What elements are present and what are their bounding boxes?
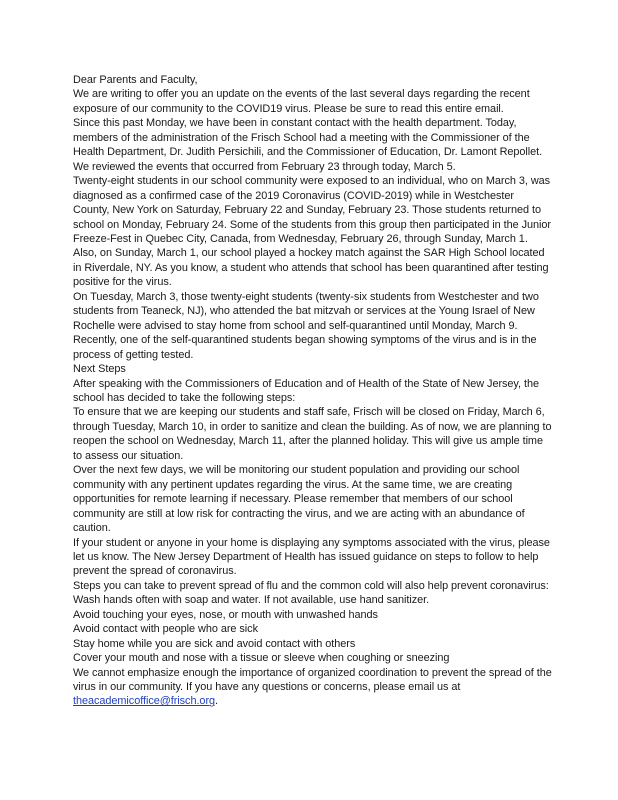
greeting: Dear Parents and Faculty, [73,74,198,86]
next-steps-heading: Next Steps [73,363,126,376]
closure-paragraph: To ensure that we are keeping our students and staff safe, Frisch will be closed on Friday, March 6, through Tuesday, March 10, in order to sanitize and clean the building. As of now, we are planning to reopen the school on Wednesday, March 11, after the planned holiday. This will give us ample time to assess our situation. [73,406,552,462]
exposure-paragraph: Twenty-eight students in our school community were exposed to an individual, who on March 3, was diagnosed as a confirmed case of the 2019 Coronavirus (COVID-2019) while in Westchester County, New York on Saturday, February 22 and Sunday, February 23. Those students returned to school on Monday, February 24. Some of the students from this group then participated in the Junior Freeze-Fest in Quebec City, Canada, from Wednesday, February 26, through Sunday, March 1. [73,175,551,245]
prevention-intro-paragraph: Steps you can take to prevent spread of flu and the common cold will also help prevent coronavirus: [73,579,549,592]
tip-item: Avoid contact with people who are sick [73,623,258,636]
tip-item: Avoid touching your eyes, nose, or mouth with unwashed hands [73,608,378,621]
closing-paragraph [73,666,553,709]
email-link[interactable]: theacademicoffice@frisch.org [73,695,216,708]
health-department-paragraph: Since this past Monday, we have been in constant contact with the health department. Today, members of the administration of the Frisch School had a meeting with the Commissioner of the Health Department, Dr. Judith Persichili, and the Commissioner of Education, Dr. Lamont Repollet. We reviewed the events that occurred from February 23 through today, March 5. [73,117,543,173]
monitoring-paragraph: Over the next few days, we will be monitoring our student population and providing our school community with any pertinent updates regarding the virus. At the same time, we are creating opportunities for remote learning if necessary. Please remember that members of our school community are still at low risk for contracting the virus, and we are acting with an abundance of caution. [73,464,525,535]
report-symptoms-paragraph: If your student or anyone in your home is displaying any symptoms associated with the virus, please let us know. The New Jersey Department of Health has issued guidance on steps to follow to help prevent the spread of coronavirus. [73,536,550,578]
closing-period: . [215,695,219,708]
letter-body [73,73,553,709]
tip-item: Wash hands often with soap and water. If not available, use hand sanitizer. [73,594,430,607]
intro-paragraph: We are writing to offer you an update on the events of the last several days regarding the recent exposure of our community to the COVID19 virus. Please be sure to read this entire email. [73,88,530,115]
closing-text: We cannot emphasize enough the importance of organized coordination to prevent the spread of the virus in our community. If you have any questions or concerns, please email us at [73,666,552,694]
tip-item: Cover your mouth and nose with a tissue or sleeve when coughing or sneezing [73,652,450,665]
quarantine-paragraph: On Tuesday, March 3, those twenty-eight students (twenty-six students from Westchester and two students from Teaneck, NJ), who attended the bat mitzvah or services at the Young Israel of New Rochelle were advised to stay home from school and self-quarantined until Monday, March 9. [73,290,539,332]
hockey-match-paragraph: Also, on Sunday, March 1, our school played a hockey match against the SAR High School located in Riverdale, NY. As you know, a student who attends that school has been quarantined after testing positive for the virus. [73,247,549,289]
symptoms-paragraph: Recently, one of the self-quarantined students began showing symptoms of the virus and is in the process of getting tested. [73,334,537,361]
tip-item: Stay home while you are sick and avoid contact with others [73,637,356,650]
commissioners-paragraph: After speaking with the Commissioners of Education and of Health of the State of New Jersey, the school has decided to take the following steps: [73,377,539,404]
